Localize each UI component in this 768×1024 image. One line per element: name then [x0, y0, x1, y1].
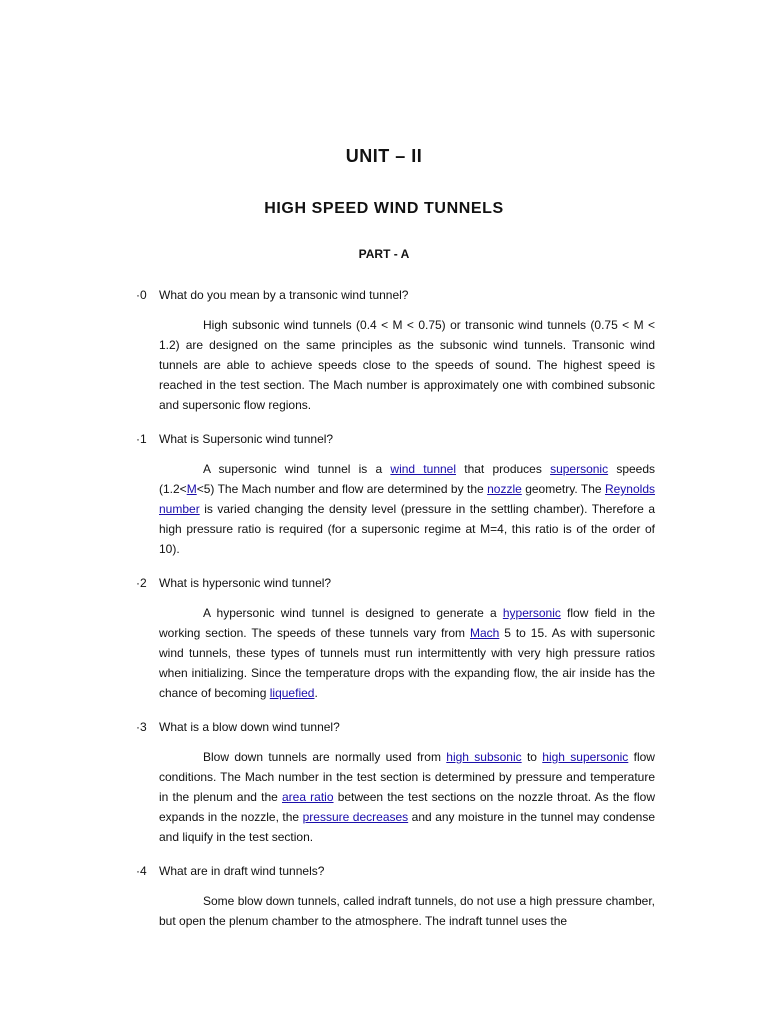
link-nozzle[interactable]: nozzle	[487, 482, 522, 496]
question-number: ·3	[136, 720, 147, 734]
link-hypersonic[interactable]: hypersonic	[502, 606, 561, 620]
link-pressure-decreases[interactable]: pressure decreases	[302, 810, 409, 824]
question-number: ·4	[136, 864, 147, 878]
question-number: ·1	[136, 432, 147, 446]
question-text: What do you mean by a transonic wind tunnel?	[159, 288, 409, 302]
answer-text	[159, 747, 655, 847]
link-high-supersonic[interactable]: high supersonic	[542, 750, 629, 764]
part-title: PART - A	[358, 247, 410, 261]
link-liquefied[interactable]: liquefied	[269, 686, 315, 700]
answer-text	[159, 459, 655, 559]
question-number: ·2	[136, 576, 147, 590]
unit-title: UNIT – II	[345, 146, 423, 166]
answer-segment: A hypersonic wind tunnel is designed to generate a	[203, 606, 503, 620]
question-text: What is hypersonic wind tunnel?	[159, 576, 332, 590]
answer-text: Some blow down tunnels, called indraft tunnels, do not use a high pressure chamber, but open the plenum chamber to the atmosphere. The indraft tunnel uses the	[159, 894, 655, 928]
answer-segment: flow conditions. The Mach number in the test section is determined by pressure and temperature in the plenum and the	[159, 750, 655, 804]
answer-text: High subsonic wind tunnels (0.4 < M < 0.75) or transonic wind tunnels (0.75 < M < 1.2) are designed on the same principles as the subsonic wind tunnels. Transonic wind tunnels are able to achieve speeds close to the speeds of sound. The highest speed is reached in the test section. The Mach number is approximately one with combined subsonic and supersonic flow regions.	[159, 318, 655, 412]
link-high-subsonic[interactable]: high subsonic	[446, 750, 522, 764]
question-text: What are in draft wind tunnels?	[159, 864, 325, 878]
answer-segment: Blow down tunnels are normally used from	[203, 750, 447, 764]
answer-segment: between the test sections on the nozzle throat. As the flow expands in the nozzle, the	[159, 790, 655, 824]
answer-segment: and any moisture in the tunnel may condense and liquify in the test section.	[159, 810, 656, 844]
answer-segment: geometry. The	[521, 482, 605, 496]
link-mach-m[interactable]: M	[186, 482, 197, 496]
answer-segment: flow field in the working section. The speeds of these tunnels vary from	[159, 606, 655, 640]
answer-segment: to	[521, 750, 543, 764]
answer-segment: that produces	[456, 462, 551, 476]
link-mach[interactable]: Mach	[469, 626, 500, 640]
answer-segment: .	[314, 686, 318, 700]
link-supersonic[interactable]: supersonic	[550, 462, 609, 476]
answer-segment: speeds (1.2<	[159, 462, 656, 496]
answer-segment: A supersonic wind tunnel is a	[203, 462, 391, 476]
link-wind-tunnel[interactable]: wind tunnel	[390, 462, 457, 476]
question-text: What is a blow down wind tunnel?	[159, 720, 340, 734]
answer-segment: 5 to 15. As with supersonic wind tunnels, these types of tunnels must run intermittently with very high pressure ratios when initializing. Since the temperature drops with the expanding flow, the air inside has the chance of becoming	[159, 626, 655, 700]
link-area-ratio[interactable]: area ratio	[281, 790, 334, 804]
question-text: What is Supersonic wind tunnel?	[159, 432, 334, 446]
section-title: HIGH SPEED WIND TUNNELS	[264, 200, 504, 217]
answer-text	[159, 603, 655, 703]
answer-segment: is varied changing the density level (pressure in the settling chamber). Therefore a high pressure ratio is required (for a supersonic regime at M=4, this ratio is of the order of 10).	[159, 502, 655, 556]
question-number: ·0	[136, 288, 147, 302]
answer-segment: <5) The Mach number and flow are determined by the	[196, 482, 488, 496]
link-reynolds-number[interactable]: Reynolds number	[159, 482, 655, 516]
